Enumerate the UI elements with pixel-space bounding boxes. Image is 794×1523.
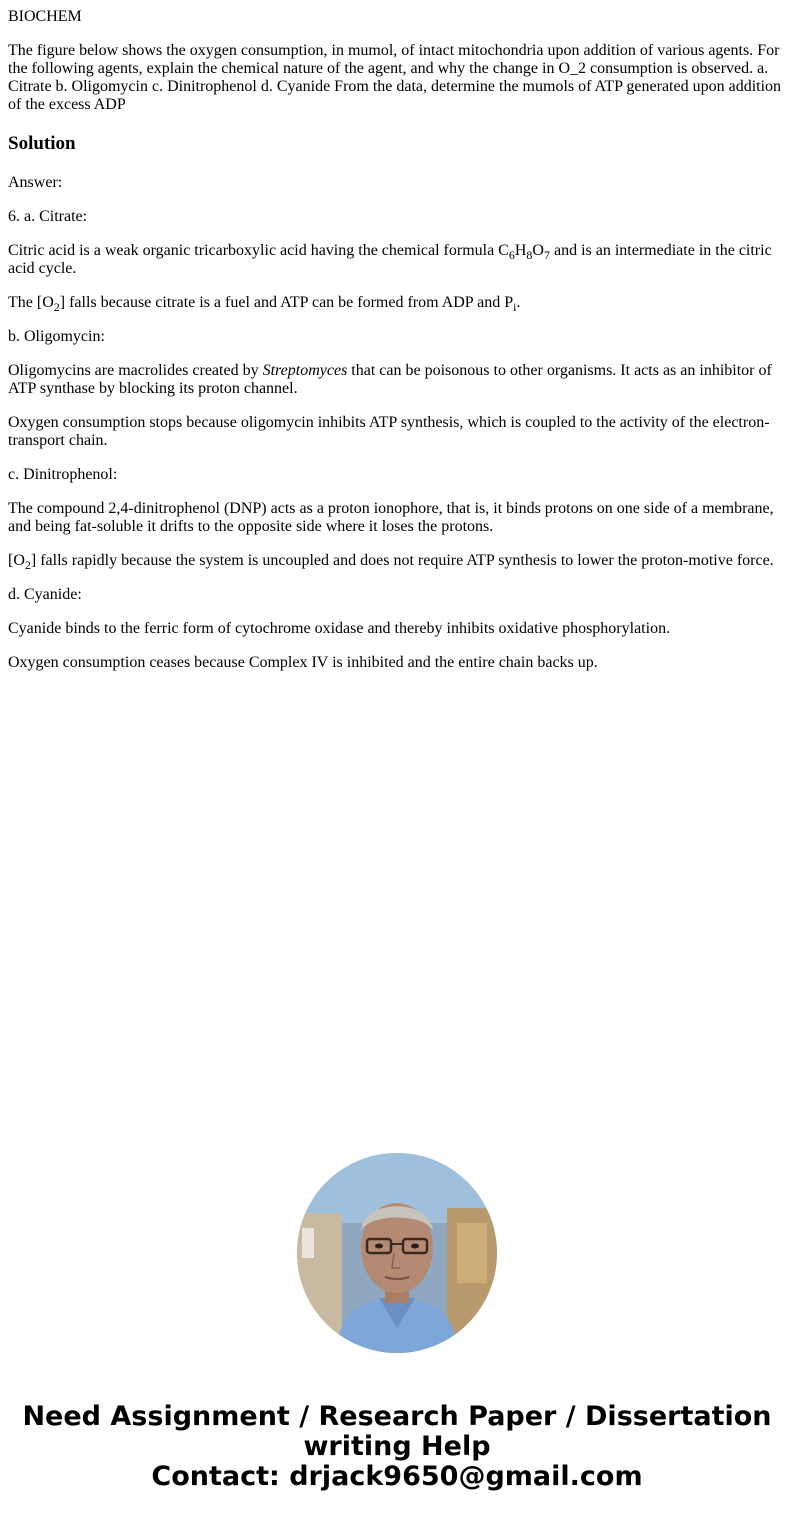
oligomycin-heading: b. Oligomycin: [8,328,105,345]
promo-line-1: Need Assignment / Research Paper / Dissertation [22,1401,772,1432]
dinitrophenol-heading: c. Dinitrophenol: [8,466,118,483]
cyanide-heading: d. Cyanide: [8,586,82,603]
question-text: The figure below shows the oxygen consumption, in mumol, of intact mitochondria upon addition of various agents. For the following agents, explain the chemical nature of the agent, and why the change in O_2 consumption is observed. a. Citrate b. Oligomycin c. Dinitrophenol d. Cyanide From the data, determine the mumols of ATP generated upon addition of the excess ADP [8,42,782,113]
subscript: 8 [526,248,533,263]
cyanide-paragraph-1: Cyanide binds to the ferric form of cytochrome oxidase and thereby inhibits oxidative phosphorylation. [8,620,671,637]
text-run: The [O [8,294,54,311]
subscript: 2 [53,300,60,315]
promo-line-2: writing Help [303,1431,491,1462]
text-run: Citric acid is a weak organic tricarboxylic acid having the chemical formula C [8,242,509,259]
oligomycin-paragraph-1 [8,362,786,398]
subject-header: BIOCHEM [8,8,82,25]
portrait-image [297,1153,497,1353]
document-body [8,8,786,688]
text-run: that can be poisonous to other organisms. It acts as an inhibitor of ATP synthase by blocking its proton channel. [8,362,772,397]
dinitrophenol-paragraph-1: The compound 2,4-dinitrophenol (DNP) acts as a proton ionophore, that is, it binds protons on one side of a membrane, and being fat-soluble it drifts to the opposite side where it loses the protons. [8,500,774,535]
solution-heading: Solution [8,133,76,154]
avatar [297,1153,497,1353]
oligomycin-paragraph-2: Oxygen consumption stops because oligomycin inhibits ATP synthesis, which is coupled to the activity of the electron-transport chain. [8,414,770,449]
citrate-paragraph-2 [8,294,786,315]
answer-label: Answer: [8,174,63,191]
subscript: i [513,300,517,315]
citrate-paragraph-1 [8,242,786,278]
italic-term: Streptomyces [262,362,348,379]
dinitrophenol-paragraph-2 [8,552,786,573]
subscript: 7 [543,248,550,263]
text-run: ] falls because citrate is a fuel and ATP can be formed from ADP and P [59,294,514,311]
text-run: and is an intermediate in the citric acid cycle. [8,242,772,277]
text-run: [O [8,552,25,569]
text-run: ] falls rapidly because the system is uncoupled and does not require ATP synthesis to lower the proton-motive force. [30,552,774,569]
text-run: . [516,294,521,311]
text-run: H [514,242,527,259]
subscript: 2 [24,558,31,573]
text-run: Oligomycins are macrolides created by [8,362,263,379]
cyanide-paragraph-2: Oxygen consumption ceases because Complex IV is inhibited and the entire chain backs up. [8,654,598,671]
citrate-heading: 6. a. Citrate: [8,208,88,225]
text-run: O [532,242,544,259]
promo-footer [0,1402,794,1492]
subscript: 6 [508,248,515,263]
contact-line: Contact: drjack9650@gmail.com [151,1461,643,1492]
